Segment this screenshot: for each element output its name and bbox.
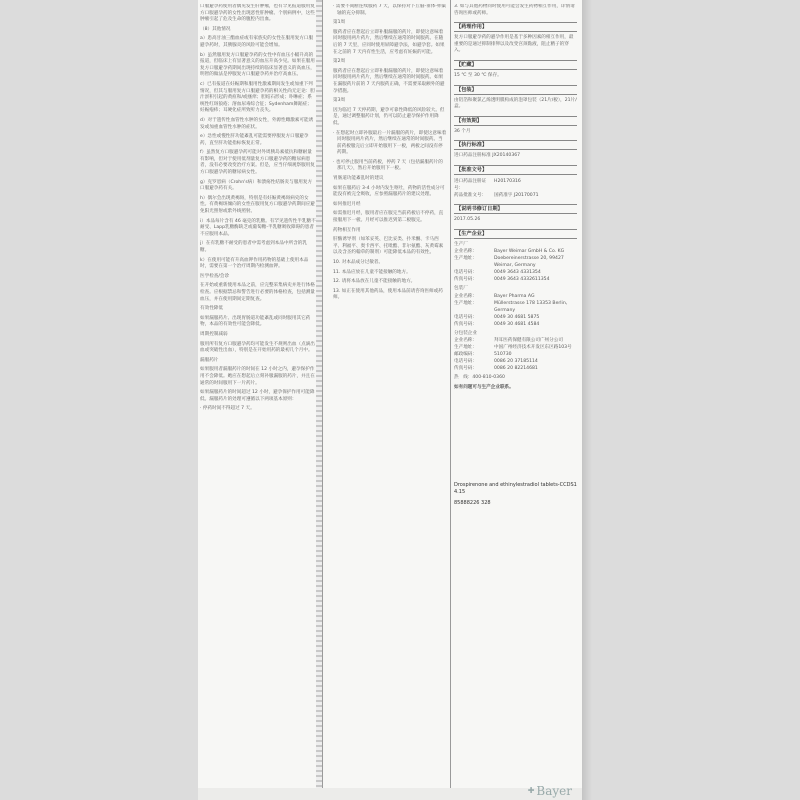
- paragraph: 在开始或重新使用本品之前，应完整采集病史并进行体格检查。应根据禁忌和警告进行必要的体格检查，包括测量血压，并在使用期间定期复查。: [200, 283, 315, 302]
- paragraph: c）已有报道在妊娠期和服用性激素期间发生或加重下列情况，但其与服用复方口服避孕药的相关性尚无定论：胆汁淤积引起的黄疸和/或瘙痒；胆结石形成；卟啉症；系统性红斑狼疮；溶血尿毒综合征；Sydenham舞蹈症；妊娠疱疹；耳硬化症所致听力丧失。: [200, 81, 315, 114]
- info-value: Bayer Pharma AG: [494, 293, 535, 299]
- paragraph: 漏服药片: [200, 357, 219, 363]
- paragraph: 第3周: [333, 98, 346, 104]
- paragraph: 如果漏服药片的时间超过 12 小时，避孕保护作用可能降低。漏服药片的处理可遵循以下两项基本原则：: [200, 390, 315, 402]
- info-key: 传真号码：: [454, 321, 477, 327]
- paragraph: 周期控制减弱: [200, 331, 228, 337]
- paragraph: 医学检查/会诊: [200, 273, 230, 279]
- paragraph: f）虽然复方口服避孕药可能对外周胰岛素抵抗和糖耐量有影响，但对于使用低剂量复方口服避孕药的糖尿病患者，没有必要改变治疗方案。但是，应当仔细观察服用复方口服避孕药的糖尿病女性。: [200, 150, 315, 176]
- paragraph: k）在使用可能有升高血钾作用药物的基础上使用本品时，需要在第一个治疗周期内检测血钾。: [200, 257, 309, 270]
- paragraph: 肝酶诱导剂（如苯妥英、巴比妥类、扑米酮、卡马西平、利福平、奥卡西平、托吡酯、非尔氨酯、灰黄霉素以及含圣约翰草的制剂）可能降低本品的有效性。: [333, 237, 444, 256]
- packager-list: [454, 293, 577, 328]
- info-key: 进口药品注册证号：: [454, 178, 487, 191]
- leaflet-sheet: [198, 0, 582, 800]
- info-key: 传真号码：: [454, 366, 477, 372]
- info-key: 药品批准文号：: [454, 192, 487, 198]
- info-value: 0086 20 82214681: [494, 366, 538, 372]
- paragraph: 12. 请将本品放在儿童不能接触的地方。: [333, 279, 416, 285]
- info-key: 生产地址：: [454, 300, 477, 306]
- print-code: 85888226 328: [454, 499, 491, 506]
- paragraph: g）克罗恩病（Crohn's病）和溃疡性结肠炎与服用复方口服避孕药有关。: [200, 179, 313, 192]
- column-divider: [322, 0, 323, 800]
- holder-label: 生产厂: [454, 241, 468, 247]
- section-heading-standard: 【执行标准】: [454, 140, 577, 150]
- info-value: Müllerstrasse 178 13353 Berlin, Germany: [494, 300, 568, 313]
- info-row: [454, 358, 577, 365]
- paragraph: 服药者应在想起后立即补服漏服的药片，即使这意味着同时服用两片药片，然后继续在通常的时间服药。如果在漏服药片前的 7 天内服药正确，不需要采取额外的避孕措施。: [333, 68, 445, 94]
- paragraph: h）偶尔会出现黄褐斑，特别是有妊娠黄褐斑病史的女性。有黄褐斑倾向的女性在服用复方口服避孕药期间应避免阳光照射或紫外线照射。: [200, 195, 315, 215]
- paragraph: 服用所有复方口服避孕药均可能发生不规则出血（点滴出血或突破性出血），特别是在开始用药的最初几个月中。: [200, 341, 315, 354]
- info-value: 0049 3643 4332611354: [494, 277, 550, 283]
- page-edge-shadow: [582, 0, 592, 800]
- info-value: 0049 30 4681 4584: [494, 321, 540, 327]
- paragraph: a）患高甘油三酯血症或有家族史的女性在服用复方口服避孕药时，其胰腺炎的风险可能会增加。: [200, 36, 314, 48]
- column-divider: [450, 0, 451, 800]
- interaction-note: 3. 如与其他药物同时使用可能会发生药物相互作用，详情请咨询医师或药师。: [454, 4, 575, 16]
- info-row: [454, 269, 577, 276]
- paragraph: 胃肠道功能紊乱时的建议: [333, 176, 384, 182]
- bayer-logo-text: Bayer: [536, 784, 572, 798]
- paragraph: 药物相互作用: [333, 227, 361, 233]
- paragraph: 如果漏服药片、出现胃肠道功能紊乱或同时服用其它药物，本品的有效性可能会降低。: [200, 315, 311, 328]
- info-row: [454, 178, 577, 192]
- paragraph: 如果在服药后 3-4 小时内发生呕吐，药物的活性成分可能没有被完全吸收，应参照漏服药片的建议处理。: [333, 185, 445, 198]
- section-heading-approval: 【批准文号】: [454, 165, 577, 175]
- paragraph: 如需推迟月经，服用者应在服完当前药板后不停药，直接服用下一板。月经可以推迟到第二板服完。: [333, 211, 444, 224]
- approval-list: [454, 178, 577, 199]
- holder-list: [454, 248, 577, 283]
- paragraph: （8）其他情况: [200, 26, 231, 32]
- info-row: [454, 351, 577, 358]
- bayer-cross-icon: ✚: [527, 786, 535, 795]
- paragraph: b）虽然服用复方口服避孕药的女性中有血压小幅升高的报道，但临床上有显著意义的血压升高少见。如果在服用复方口服避孕药期间出现持续的临床显著意义的高血压，明智的做法是停服复方口服避孕药并治疗高血压。: [200, 52, 315, 78]
- paragraph: 13. 如正在使用其他药品，使用本品前请咨询医师或药师。: [333, 288, 443, 301]
- storage-text: 15 ℃ 至 30 ℃ 保存。: [454, 72, 502, 78]
- section-heading-pharmacology: 【药理作用】: [454, 22, 577, 32]
- packager-label: 包装厂: [454, 286, 468, 292]
- distributor-list: [454, 337, 577, 372]
- contact-note: 如有问题可与生产企业联系。: [454, 384, 514, 390]
- info-row: [454, 248, 577, 255]
- paragraph: 服药者应在想起后立即补服漏服的药片，即使这意味着同时服用两片药片，然后继续在通常的时间服药。在随后的 7 天里，应同时使用屏障避孕法，如避孕套。如果在之前的 7 天内有性生活，应考虑有妊娠的可能。: [333, 29, 445, 55]
- info-value: 510730: [494, 352, 512, 358]
- info-key: 生产地址：: [454, 256, 477, 262]
- section-heading-revision: 【说明书修订日期】: [454, 204, 577, 214]
- info-value: 中国广州经济技术开发区东区路103号: [494, 345, 572, 351]
- info-row: [454, 300, 577, 314]
- info-key: 企业名称：: [454, 293, 477, 299]
- paragraph: 10. 对本品成分过敏者。: [333, 260, 384, 265]
- paragraph: j）在有乳糖不耐受的患者中需考虑到本品中所含的乳糖。: [200, 241, 307, 253]
- paragraph: · 在想起时立即补服最后一片漏服的药片，即使这意味着同时服用两片药片，然后继续在通常的时间服药。当前药板服完后立即开始服用下一板，两板之间没有停药期。: [333, 130, 447, 156]
- paragraph: 有效性降低: [200, 306, 223, 312]
- english-product-name: Drospirenone and ethinylestradiol tablets-CCDS14.15: [454, 481, 577, 495]
- info-row: [454, 344, 577, 351]
- paragraph: · 也可停止服用当前药板，停药 7 天（包括漏服药片的那几天），然后开始服用下一板。: [333, 159, 443, 172]
- leaflet-column-3: [454, 4, 577, 786]
- paragraph: 第2周: [333, 59, 346, 65]
- info-value: 拜耳医药保健有限公司广州分公司: [494, 338, 563, 344]
- paragraph: d）对于遗传性血管性水肿的女性，外源性雌激素可能诱发或加重血管性水肿的症状。: [200, 117, 314, 130]
- bayer-logo: [528, 784, 572, 798]
- paragraph: 第1周: [333, 20, 346, 26]
- section-heading-company: 【生产企业】: [454, 229, 577, 239]
- info-key: 传真号码：: [454, 277, 477, 283]
- info-key: 电话号码：: [454, 359, 477, 365]
- standard-text: 进口药品注册标准 JX20140367: [454, 153, 521, 159]
- paragraph: i）本品每片含有 46 毫克的乳糖。有罕见遗传性半乳糖不耐受、Lapp乳糖酶缺乏或葡萄糖-半乳糖吸收障碍的患者不应服用本品。: [200, 218, 316, 237]
- info-value: 国药准字 J20170071: [494, 192, 539, 198]
- info-value: Doebereinerstrasse 20, 99427 Weimar, Germany: [494, 256, 564, 269]
- validity-text: 36 个月: [454, 128, 471, 134]
- leaflet-column-1: [200, 4, 316, 786]
- info-row: [454, 255, 577, 269]
- section-heading-package: 【包装】: [454, 85, 577, 95]
- paragraph: 如何推迟月经: [333, 201, 361, 207]
- leaflet-column-2: [333, 4, 447, 786]
- paragraph: 11. 本品应放在儿童不能接触的地方。: [333, 269, 411, 275]
- distributor-label: 分包装企业: [454, 330, 477, 336]
- info-row: [454, 365, 577, 372]
- paragraph: 因为临近 7 天停药期，避孕可靠性降低的风险较大。但是，通过调整服药计划，仍可以防止避孕保护作用降低。: [333, 107, 445, 126]
- pharmacology-text: 复方口服避孕药的避孕作用是基于多种因素的相互作用，最重要的是通过抑制排卵以及改变宫颈黏液，阻止精子的穿入。: [454, 35, 574, 54]
- info-value: 0086 20 37185114: [494, 359, 538, 365]
- info-key: 邮政编码：: [454, 352, 477, 358]
- revision-date: 2017.05.26: [454, 216, 481, 222]
- paragraph: · 停药时间不得超过 7 天。: [200, 406, 255, 412]
- info-key: 企业名称：: [454, 249, 477, 255]
- info-row: [454, 337, 577, 344]
- section-heading-storage: 【贮藏】: [454, 60, 577, 70]
- paragraph: 口服避孕药使用者偶见发生肝肿瘤，也有罕见报道服用复方口服避孕药的女性出现恶性肝肿瘤。个别病例中，这些肿瘤引起了危及生命的腹腔内出血。: [200, 4, 315, 23]
- info-row: [454, 321, 577, 328]
- info-row: [454, 192, 577, 199]
- info-value: 0049 30 4681 5875: [494, 314, 540, 320]
- info-key: 电话号码：: [454, 270, 477, 276]
- paragraph: e）急性或慢性肝功能紊乱可能需要停服复方口服避孕药，直至肝功能指标恢复正常。: [200, 134, 309, 146]
- info-row: [454, 314, 577, 321]
- info-key: 电话号码：: [454, 314, 477, 320]
- info-value: H20170316: [494, 178, 521, 184]
- info-key: 生产地址：: [454, 345, 477, 351]
- section-heading-validity: 【有效期】: [454, 116, 577, 126]
- hotline: 热 线：400-810-0360: [454, 375, 505, 381]
- info-value: 0049 3643 4331354: [494, 270, 541, 276]
- info-row: [454, 293, 577, 300]
- paragraph: 如果服用者漏服药片的时间在 12 小时之内，避孕保护作用不会降低。她应在想起后立刻补服漏服的药片，并且在通常的时间服用下一片药片。: [200, 367, 315, 386]
- package-text: 由铝箔和聚氯乙烯透明膜构成的泡罩包装（21片/板），21片/盒。: [454, 97, 577, 110]
- info-value: Bayer Weimar GmbH & Co. KG: [494, 249, 565, 255]
- bottom-strip: [198, 788, 582, 800]
- paragraph: · 需要不间断连续服药 7 天，以保持对下丘脑-垂体-卵巢轴的充分抑制。: [333, 4, 447, 16]
- info-row: [454, 276, 577, 283]
- info-key: 企业名称：: [454, 338, 477, 344]
